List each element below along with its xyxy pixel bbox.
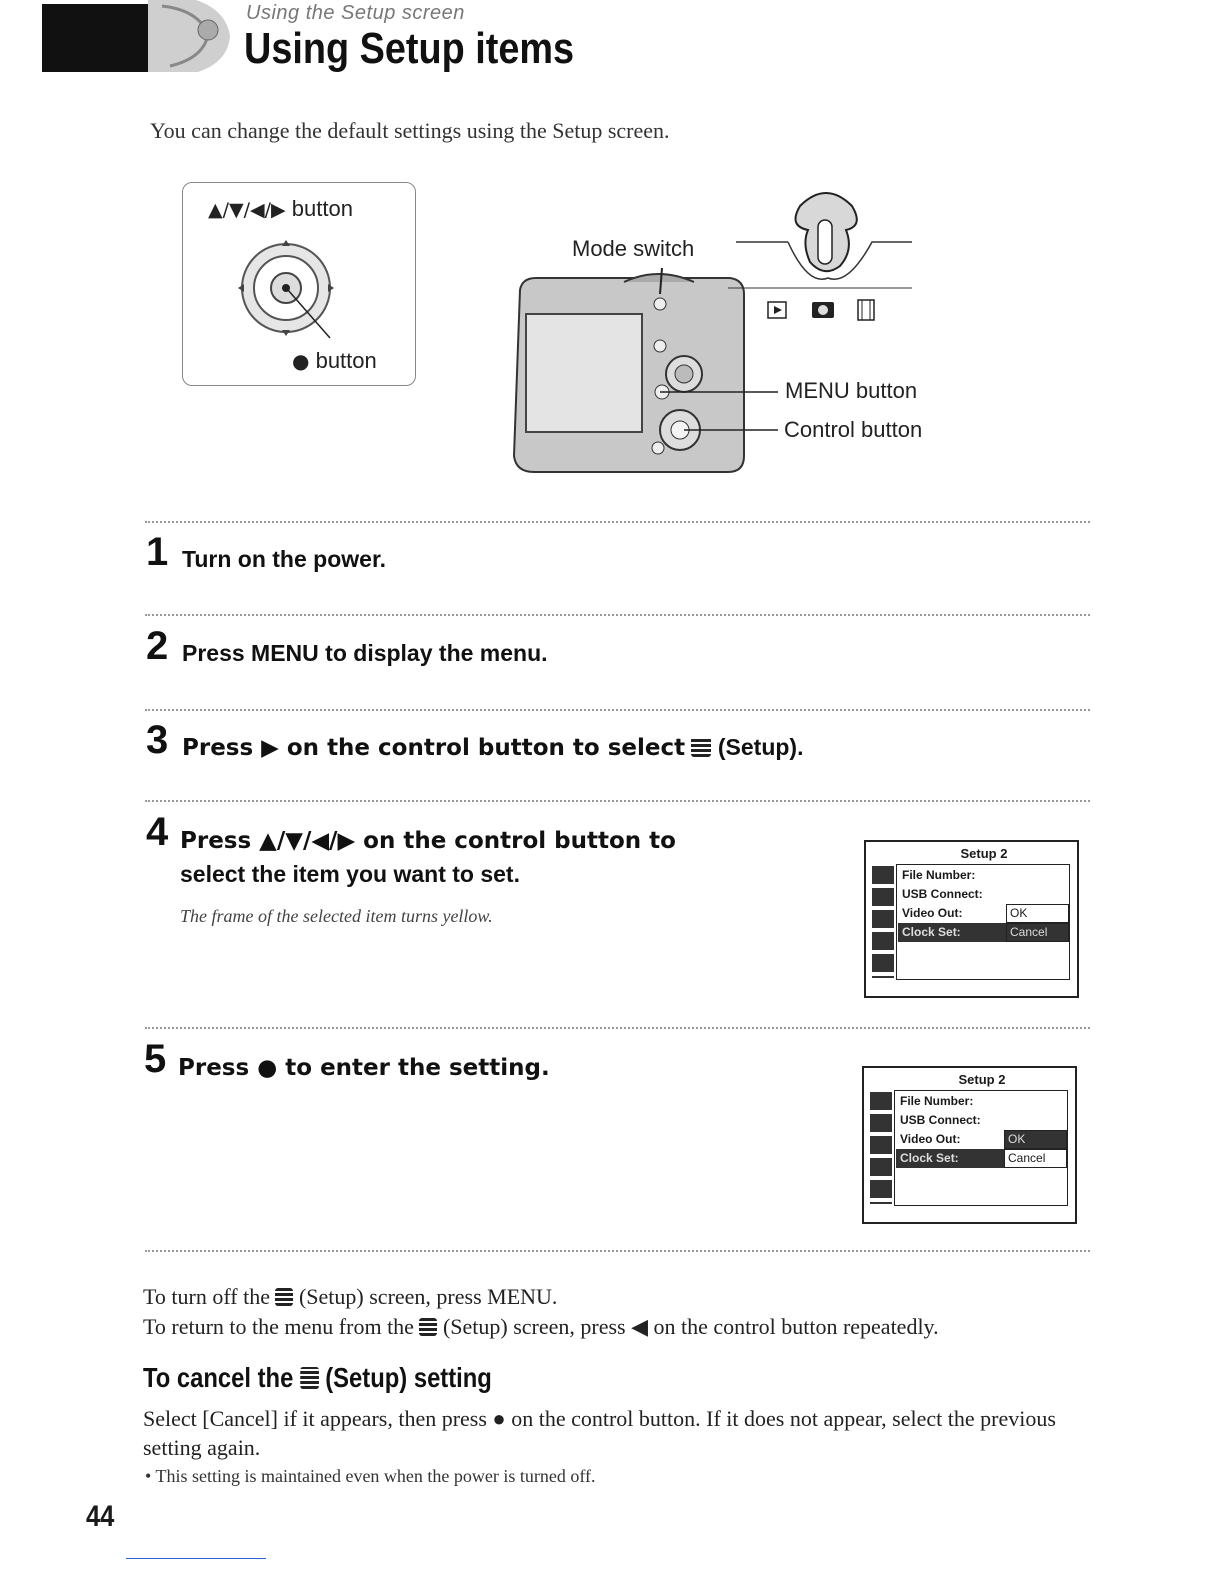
divider	[145, 1027, 1090, 1029]
step-4-note: The frame of the selected item turns yellow.	[180, 906, 493, 926]
video-out-row: Video Out:	[900, 1132, 961, 1146]
cancel-section-heading: To cancel the (Setup) setting	[143, 1362, 492, 1393]
clock-set-row: Clock Set:	[898, 923, 1006, 942]
page-number: 44	[86, 1500, 115, 1533]
step-4-line1: Press ▲/▼/◀/▶ on the control button to	[180, 828, 676, 854]
step-number: 3	[146, 718, 169, 762]
clock-set-row: Clock Set:	[896, 1149, 1004, 1168]
section-label: Using the Setup screen	[246, 2, 465, 24]
ok-option: OK	[1006, 904, 1069, 923]
setup-icon	[300, 1367, 319, 1389]
control-button-label: Control button	[784, 417, 923, 442]
header-tab-graphic	[148, 0, 238, 72]
step-1-text: Turn on the power.	[182, 546, 387, 572]
video-out-row: Video Out:	[902, 906, 963, 920]
page-title: Using Setup items	[244, 24, 575, 73]
control-dial-illustration	[230, 232, 350, 352]
turn-off-instruction: To turn off the (Setup) screen, press MENU.	[143, 1284, 558, 1309]
menu-tab-icons	[870, 1092, 892, 1204]
arrows-button-label: ▲/▼/◀/▶ button	[208, 196, 353, 221]
screen-title: Setup 2	[958, 1072, 1006, 1087]
setup-icon	[691, 737, 711, 757]
center-button-label: ● button	[292, 348, 377, 373]
menu-tab-icons	[872, 866, 894, 978]
setup-screen-b	[862, 1066, 1077, 1224]
usb-connect-row: USB Connect:	[902, 887, 983, 901]
mode-switch-label: Mode switch	[572, 236, 695, 261]
setup-screen-a	[864, 840, 1079, 998]
file-number-row: File Number:	[900, 1094, 974, 1108]
screen-title: Setup 2	[960, 846, 1008, 861]
step-number: 5	[144, 1037, 167, 1081]
divider	[145, 614, 1090, 616]
cancel-bullet: • This setting is maintained even when the power is turned off.	[145, 1466, 596, 1486]
setup-icon	[275, 1288, 293, 1306]
cancel-body: Select [Cancel] if it appears, then press ● on the control button. If it does not appear, select the previous setting again.	[143, 1406, 1056, 1460]
step-number: 2	[146, 624, 169, 668]
divider	[145, 521, 1090, 523]
usb-connect-row: USB Connect:	[900, 1113, 981, 1127]
setup-icon	[419, 1318, 437, 1336]
intro-text: You can change the default settings using the Setup screen.	[150, 118, 670, 143]
divider	[145, 1250, 1090, 1252]
divider	[145, 800, 1090, 802]
header-bar	[42, 4, 160, 72]
file-number-row: File Number:	[902, 868, 976, 882]
return-instruction: To return to the menu from the (Setup) screen, press ◀ on the control button repeatedly.	[143, 1314, 939, 1339]
ok-option: OK	[1004, 1130, 1067, 1149]
step-2-text: Press MENU to display the menu.	[182, 640, 548, 666]
cancel-option: Cancel	[1006, 923, 1069, 942]
step-number: 1	[146, 530, 169, 574]
step-5-text: Press ● to enter the setting.	[178, 1055, 550, 1081]
menu-button-label: MENU button	[785, 378, 918, 403]
footer-rule	[126, 1558, 266, 1559]
step-4-line2: select the item you want to set.	[180, 861, 520, 887]
step-number: 4	[146, 810, 169, 854]
step-3-text: Press ▶ on the control button to select (Setup).	[182, 734, 804, 761]
cancel-option: Cancel	[1004, 1149, 1067, 1168]
divider	[145, 709, 1090, 711]
